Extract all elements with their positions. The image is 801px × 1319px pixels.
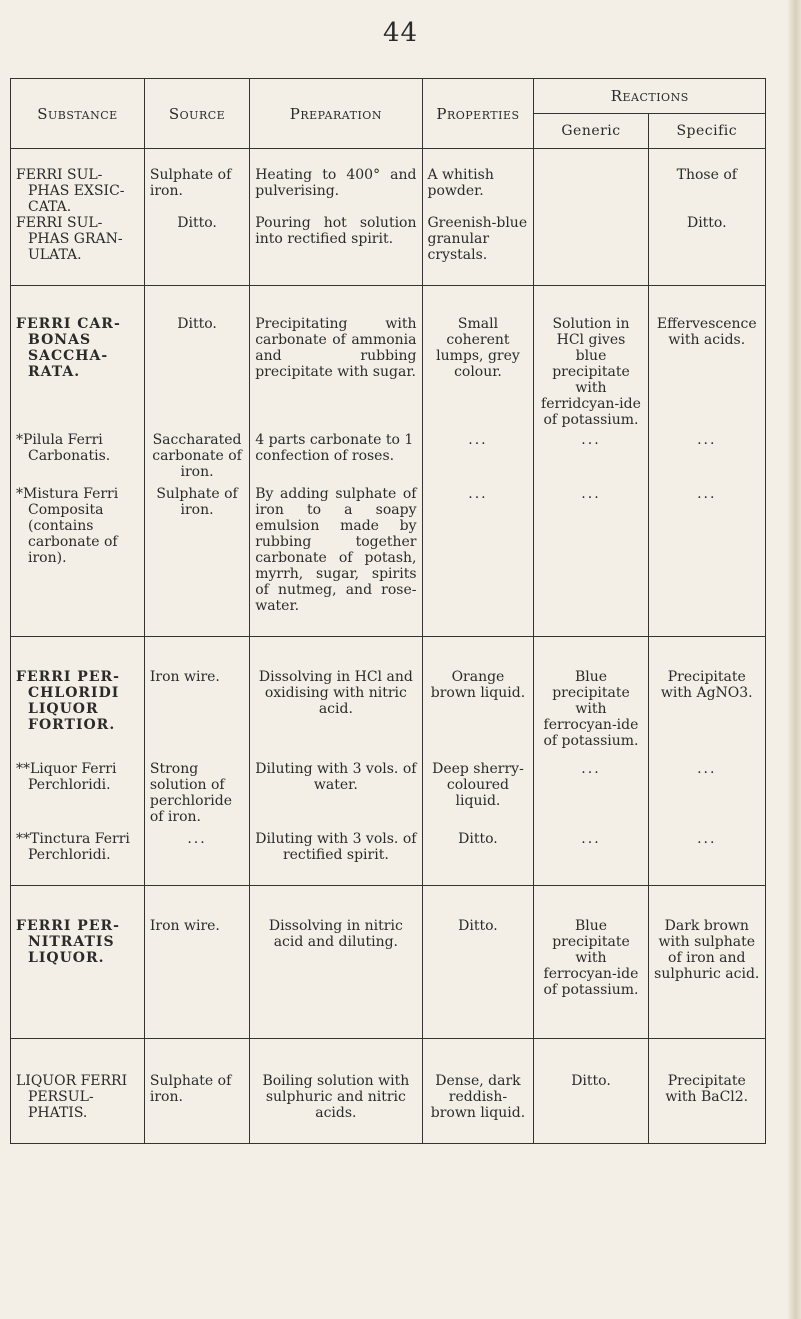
source-cell: Saccharated carbonate of iron. <box>152 432 242 480</box>
source-cell: Strong solution of perchloride of iron. <box>149 761 232 825</box>
table-row <box>11 480 766 637</box>
specific-cell: ... <box>697 432 717 448</box>
properties-cell: Dense, dark reddish-brown liquid. <box>430 1073 526 1121</box>
generic-cell: Ditto. <box>571 1073 611 1089</box>
specific-cell: Dark brown with sulphate of iron and sulphuric acid. <box>654 918 760 982</box>
generic-cell: ... <box>581 486 601 502</box>
header-substance: Substance <box>11 79 145 149</box>
source-cell: ... <box>187 831 207 847</box>
substance-cell: FERRI SUL-PHAS EXSIC-CATA. <box>16 167 125 215</box>
header-reactions: Reactions <box>534 79 766 114</box>
source-cell: Iron wire. <box>149 918 220 934</box>
generic-cell: ... <box>581 761 601 777</box>
table-row <box>11 886 766 1039</box>
substance-cell: FERRI PER-NITRATIS LIQUOR. <box>16 918 120 966</box>
generic-cell: Solution in HCl gives blue precipitate with ferridcyan-ide of potassium. <box>541 316 641 428</box>
substance-cell: **Tinctura Ferri Perchloridi. <box>16 831 130 863</box>
page-edge-shadow <box>787 0 801 1319</box>
header-specific: Specific <box>648 114 765 149</box>
table-row <box>11 149 766 216</box>
specific-cell: Precipitate with AgNO3. <box>660 669 753 701</box>
preparation-cell: Diluting with 3 vols. of water. <box>255 761 417 793</box>
source-cell: Ditto. <box>177 316 217 332</box>
source-cell: Sulphate of iron. <box>149 167 232 199</box>
page-number: 44 <box>382 18 419 48</box>
table-row <box>11 637 766 750</box>
specific-cell: ... <box>697 831 717 847</box>
substance-cell: LIQUOR FERRI PERSUL-PHATIS. <box>16 1073 128 1121</box>
preparation-cell: Diluting with 3 vols. of rectified spirit. <box>255 831 417 863</box>
table-row <box>11 825 766 886</box>
substance-cell: *Mistura Ferri Composita (contains carbonate of iron). <box>16 486 119 566</box>
preparation-cell: Heating to 400° and pulverising. <box>255 167 417 199</box>
generic-cell: ... <box>581 831 601 847</box>
specific-cell: ... <box>697 761 717 777</box>
properties-cell: A whitish powder. <box>427 167 494 199</box>
table-row <box>11 1039 766 1144</box>
reactions-table <box>10 78 766 1144</box>
properties-cell: Orange brown liquid. <box>430 669 526 701</box>
specific-cell: Effervescence with acids. <box>656 316 757 348</box>
generic-cell: Blue precipitate with ferrocyan-ide of potassium. <box>543 669 639 749</box>
specific-cell: Ditto. <box>686 215 727 231</box>
table-row <box>11 428 766 480</box>
preparation-cell: 4 parts carbonate to 1 confection of roses. <box>255 432 414 464</box>
substance-cell: *Pilula Ferri Carbonatis. <box>16 432 111 464</box>
properties-cell: ... <box>468 432 488 448</box>
source-cell: Sulphate of iron. <box>149 1073 232 1105</box>
properties-cell: Ditto. <box>458 918 498 934</box>
properties-cell: Ditto. <box>458 831 498 847</box>
preparation-cell: Pouring hot solution into rectified spirit. <box>255 215 417 247</box>
source-cell: Sulphate of iron. <box>156 486 238 518</box>
header-preparation: Preparation <box>250 79 422 149</box>
specific-cell: ... <box>697 486 717 502</box>
preparation-cell: Dissolving in nitric acid and diluting. <box>268 918 403 950</box>
table-row <box>11 215 766 286</box>
header-generic: Generic <box>534 114 648 149</box>
properties-cell: Small coherent lumps, grey colour. <box>436 316 520 380</box>
specific-cell: Those of <box>676 167 737 183</box>
preparation-cell: By adding sulphate of iron to a soapy emulsion made by rubbing together carbonate of potash, myrrh, sugar, spirits of nutmeg, and rose-water. <box>255 486 417 614</box>
properties-cell: Deep sherry-coloured liquid. <box>432 761 524 809</box>
header-source: Source <box>144 79 249 149</box>
preparation-cell: Dissolving in HCl and oxidising with nitric acid. <box>258 669 413 717</box>
substance-cell: FERRI SUL-PHAS GRAN-ULATA. <box>16 215 123 263</box>
table-row <box>11 749 766 825</box>
preparation-cell: Boiling solution with sulphuric and nitric acids. <box>262 1073 410 1121</box>
table-row <box>11 286 766 429</box>
substance-cell: FERRI CAR-BONAS SACCHA-RATA. <box>16 316 121 380</box>
substance-cell: FERRI PER-CHLORIDI LIQUOR FORTIOR. <box>16 669 120 733</box>
properties-cell: Greenish-blue granular crystals. <box>427 215 528 263</box>
substance-cell: **Liquor Ferri Perchloridi. <box>16 761 117 793</box>
generic-cell: ... <box>581 432 601 448</box>
preparation-cell: Precipitating with carbonate of ammonia and rubbing precipitate with sugar. <box>255 316 417 380</box>
source-cell: Ditto. <box>177 215 217 231</box>
header-properties: Properties <box>422 79 534 149</box>
specific-cell: Precipitate with BaCl2. <box>665 1073 749 1105</box>
source-cell: Iron wire. <box>149 669 220 685</box>
properties-cell: ... <box>468 486 488 502</box>
generic-cell: Blue precipitate with ferrocyan-ide of potassium. <box>543 918 639 998</box>
